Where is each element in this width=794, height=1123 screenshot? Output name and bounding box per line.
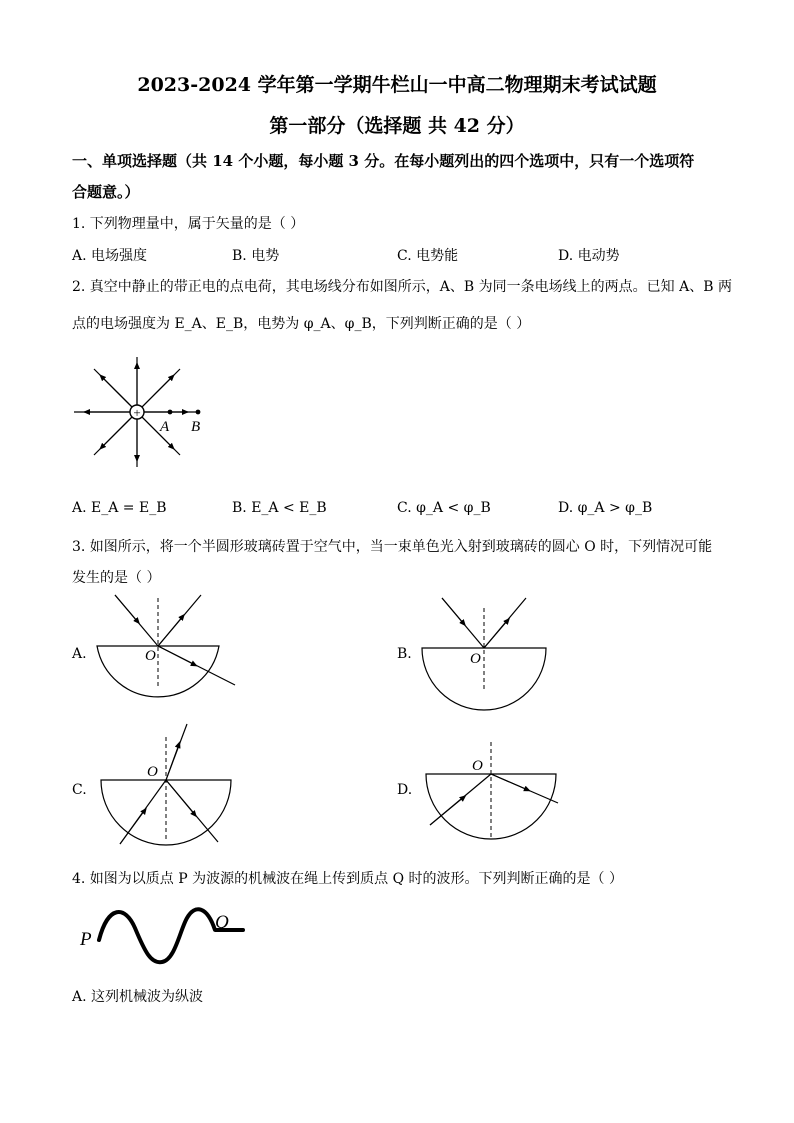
point-a bbox=[168, 410, 173, 415]
q1-option-c: C. 电势能 bbox=[397, 248, 459, 264]
q3-figure-d bbox=[420, 722, 570, 852]
label-b: B bbox=[191, 419, 201, 435]
label-q: Q bbox=[215, 912, 229, 933]
label-p: P bbox=[80, 929, 92, 950]
q3-figure-a bbox=[95, 590, 245, 730]
q1-option-d: D. 电动势 bbox=[558, 248, 620, 264]
wave-figure bbox=[75, 900, 255, 975]
q3-option-d-label: D. bbox=[397, 782, 413, 798]
center-label-o: O bbox=[470, 651, 481, 667]
question-2-stem-line1: 2. 真空中静止的带正电的点电荷，其电场线分布如图所示，A、B 为同一条电场线上的两点。已知 A、B 两 bbox=[72, 279, 732, 295]
question-2-stem-line2: 点的电场强度为 E_A、E_B，电势为 φ_A、φ_B，下列判断正确的是（ ） bbox=[72, 316, 531, 332]
exam-title: 2023-2024 学年第一学期牛栏山一中高二物理期末考试试题 bbox=[137, 74, 657, 96]
point-b bbox=[196, 410, 201, 415]
part-title: 第一部分（选择题 共 42 分） bbox=[269, 115, 525, 137]
q1-option-b: B. 电势 bbox=[232, 248, 280, 264]
q2-option-d: D. φ_A > φ_B bbox=[558, 500, 653, 516]
label-a: A bbox=[160, 419, 170, 435]
question-3-stem-line2: 发生的是（ ） bbox=[72, 570, 161, 586]
q2-option-c: C. φ_A < φ_B bbox=[397, 500, 491, 516]
electric-field-figure bbox=[60, 355, 220, 475]
section-instruction-line1: 一、单项选择题（共 14 个小题，每小题 3 分。在每小题列出的四个选项中，只有一个选项符 bbox=[72, 152, 695, 170]
question-1-stem: 1. 下列物理量中，属于矢量的是（ ） bbox=[72, 216, 305, 232]
charge-plus-sign: + bbox=[133, 405, 141, 420]
section-instruction-line2: 合题意。） bbox=[72, 183, 140, 201]
question-4-stem: 4. 如图为以质点 P 为波源的机械波在绳上传到质点 Q 时的波形。下列判断正确的是（ ） bbox=[72, 871, 623, 887]
q3-option-a-label: A. bbox=[72, 646, 87, 662]
q3-figure-b bbox=[420, 590, 570, 730]
question-3-stem-line1: 3. 如图所示，将一个半圆形玻璃砖置于空气中，当一束单色光入射到玻璃砖的圆心 O 时，下列情况可能 bbox=[72, 539, 713, 555]
q3-option-b-label: B. bbox=[397, 646, 412, 662]
q2-option-b: B. E_A < E_B bbox=[232, 500, 327, 516]
q3-option-c-label: C. bbox=[72, 782, 87, 798]
q3-figure-c bbox=[95, 722, 245, 852]
center-label-o: O bbox=[145, 648, 156, 664]
center-label-o: O bbox=[472, 758, 483, 774]
q2-option-a: A. E_A = E_B bbox=[72, 500, 167, 516]
q1-option-a: A. 电场强度 bbox=[72, 248, 148, 264]
center-label-o: O bbox=[147, 764, 158, 780]
q4-option-a: A. 这列机械波为纵波 bbox=[72, 989, 204, 1005]
